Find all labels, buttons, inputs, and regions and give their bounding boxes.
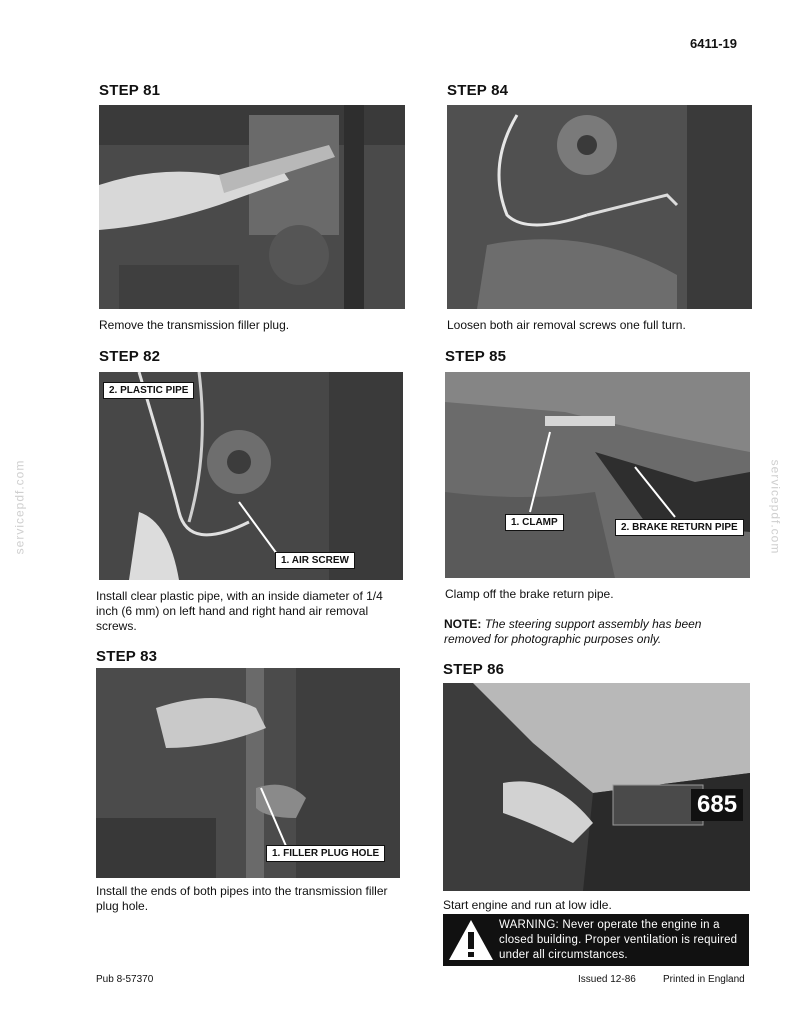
step-82-photo bbox=[99, 372, 403, 580]
label-clamp: 1. CLAMP bbox=[505, 514, 564, 531]
warning-text: WARNING: Never operate the engine in a closed building. Proper ventilation is required under all circumstances. bbox=[499, 918, 738, 961]
page-number: 6411-19 bbox=[690, 36, 737, 51]
footer-issued: Issued 12-86 bbox=[578, 974, 636, 985]
warning-box bbox=[443, 914, 749, 966]
step-85-title: STEP 85 bbox=[445, 348, 507, 365]
footer-pub: Pub 8-57370 bbox=[96, 974, 154, 985]
watermark-left: servicepdf.com bbox=[12, 459, 27, 555]
step-84-title: STEP 84 bbox=[447, 82, 509, 99]
step-81-title: STEP 81 bbox=[99, 82, 161, 99]
step-81-caption: Remove the transmission filler plug. bbox=[99, 318, 290, 332]
step-86-caption: Start engine and run at low idle. bbox=[443, 898, 612, 912]
step-82-caption: Install clear plastic pipe, with an inside diameter of 1/4 inch (6 mm) on left hand and right hand air removal screws. bbox=[96, 589, 383, 633]
step-83-photo bbox=[96, 668, 400, 878]
step-84-photo bbox=[447, 105, 752, 309]
note-text: The steering support assembly has been removed for photographic purposes only. bbox=[444, 617, 702, 646]
step-83-caption: Install the ends of both pipes into the transmission filler plug hole. bbox=[96, 884, 388, 913]
watermark-right: servicepdf.com bbox=[768, 459, 783, 555]
step-81-photo bbox=[99, 105, 405, 309]
note-label: NOTE: bbox=[444, 617, 482, 631]
model-badge: 685 bbox=[691, 789, 743, 821]
label-air-screw: 1. AIR SCREW bbox=[275, 552, 355, 569]
step-85-photo bbox=[445, 372, 750, 578]
step-85-caption: Clamp off the brake return pipe. bbox=[445, 587, 614, 601]
note-paragraph bbox=[444, 617, 750, 647]
step-82-title: STEP 82 bbox=[99, 348, 161, 365]
step-84-caption: Loosen both air removal screws one full turn. bbox=[447, 318, 686, 332]
step-83-title: STEP 83 bbox=[96, 648, 158, 665]
step-86-photo bbox=[443, 683, 750, 891]
label-filler-plug-hole: 1. FILLER PLUG HOLE bbox=[266, 845, 385, 862]
step-86-title: STEP 86 bbox=[443, 661, 505, 678]
footer-printed: Printed in England bbox=[663, 974, 745, 985]
warning-exclamation-icon bbox=[443, 914, 499, 966]
label-plastic-pipe: 2. PLASTIC PIPE bbox=[103, 382, 194, 399]
label-brake-return-pipe: 2. BRAKE RETURN PIPE bbox=[615, 519, 744, 536]
